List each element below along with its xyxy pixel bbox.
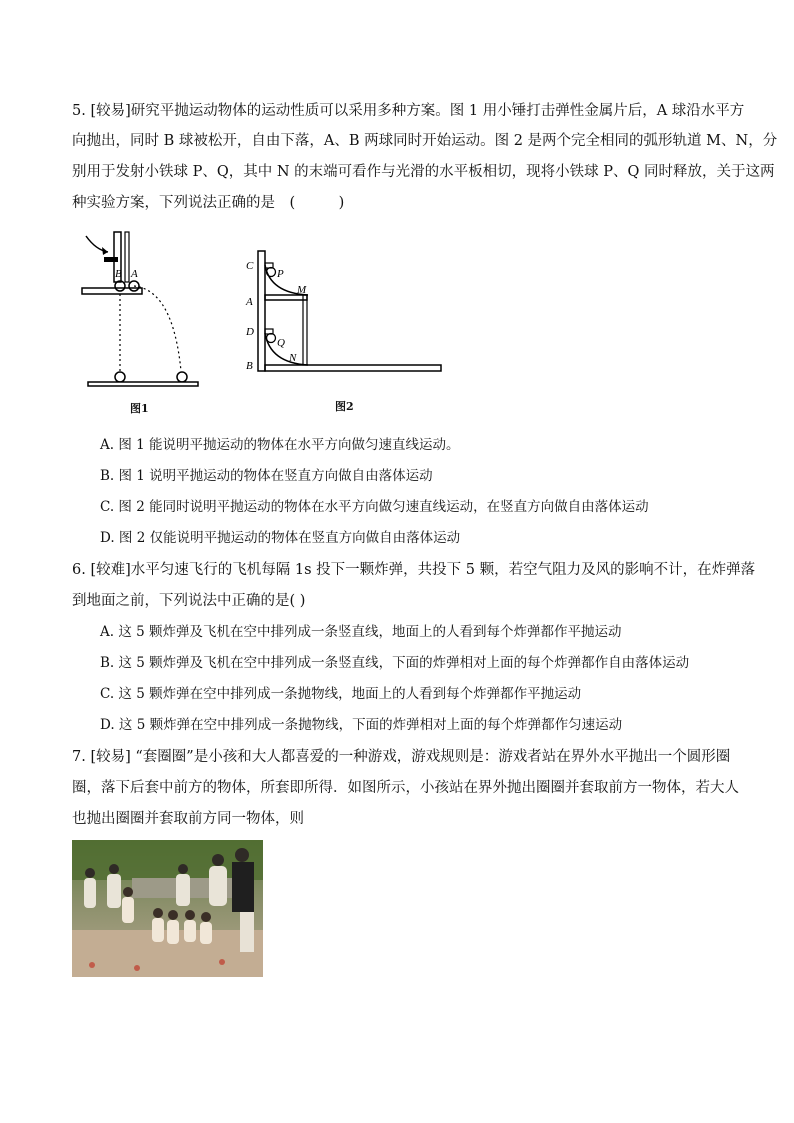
q5-option-c: C. 图 2 能同时说明平抛运动的物体在水平方向做匀速直线运动，在竖直方向做自由落体运动: [100, 499, 649, 515]
fig2-label-m: M: [297, 284, 307, 296]
fig2-caption: 图2: [335, 400, 354, 413]
figure-1: [78, 228, 208, 393]
figure-2: [240, 245, 450, 380]
q6-line-2: 到地面之前，下列说法中正确的是( ): [72, 593, 306, 609]
fig2-label-q: Q: [277, 337, 285, 349]
q5-line-4: 种实验方案，下列说法正确的是 ( ): [72, 195, 345, 211]
fig2-label-n: N: [289, 352, 297, 364]
q5-option-a: A. 图 1 能说明平抛运动的物体在水平方向做匀速直线运动。: [100, 437, 460, 453]
ring-toss-photo: [72, 840, 263, 977]
q7-line-2: 圈，落下后套中前方的物体，所套即所得．如图所示，小孩站在界外抛出圈圈并套取前方一物体，若大人: [72, 780, 739, 796]
q7-line-1: 7. [较易] “套圈圈”是小孩和大人都喜爱的一种游戏，游戏规则是：游戏者站在界外水平抛出一个圆形圈: [72, 749, 731, 765]
q6-option-a: A. 这 5 颗炸弹及飞机在空中排列成一条竖直线，地面上的人看到每个炸弹都作平抛运动: [100, 624, 622, 640]
q6-line-1: 6. [较难]水平匀速飞行的飞机每隔 1s 投下一颗炸弹，共投下 5 颗，若空气阻力及风的影响不计，在炸弹落: [72, 562, 756, 578]
q5-line-3: 别用于发射小铁球 P、Q，其中 N 的末端可看作与光滑的水平板相切，现将小铁球 P、Q 同时释放，关于这两: [72, 164, 775, 180]
fig2-label-c: C: [246, 260, 254, 272]
fig2-label-a: A: [246, 296, 253, 308]
fig1-label-a: A: [131, 268, 138, 280]
q5-option-b: B. 图 1 说明平抛运动的物体在竖直方向做自由落体运动: [100, 468, 433, 484]
q6-option-b: B. 这 5 颗炸弹及飞机在空中排列成一条竖直线，下面的炸弹相对上面的每个炸弹都作自由落体运动: [100, 655, 690, 671]
q5-line-2: 向抛出，同时 B 球被松开，自由下落，A、B 两球同时开始运动。图 2 是两个完全相同的弧形轨道 M、N，分: [72, 133, 778, 149]
fig2-label-b: B: [246, 360, 253, 372]
q7-line-3: 也抛出圈圈并套取前方同一物体，则: [72, 811, 304, 827]
q5-line-1: 5. [较易]研究平抛运动物体的运动性质可以采用多种方案。图 1 用小锤打击弹性金属片后，A 球沿水平方: [72, 103, 745, 119]
fig2-label-d: D: [246, 326, 254, 338]
fig1-label-b: B: [115, 268, 122, 280]
fig2-label-p: P: [277, 268, 284, 280]
q6-option-d: D. 这 5 颗炸弹在空中排列成一条抛物线，下面的炸弹相对上面的每个炸弹都作匀速运动: [100, 717, 623, 733]
fig1-caption: 图1: [130, 402, 149, 415]
q5-option-d: D. 图 2 仅能说明平抛运动的物体在竖直方向做自由落体运动: [100, 530, 461, 546]
q6-option-c: C. 这 5 颗炸弹在空中排列成一条抛物线，地面上的人看到每个炸弹都作平抛运动: [100, 686, 582, 702]
